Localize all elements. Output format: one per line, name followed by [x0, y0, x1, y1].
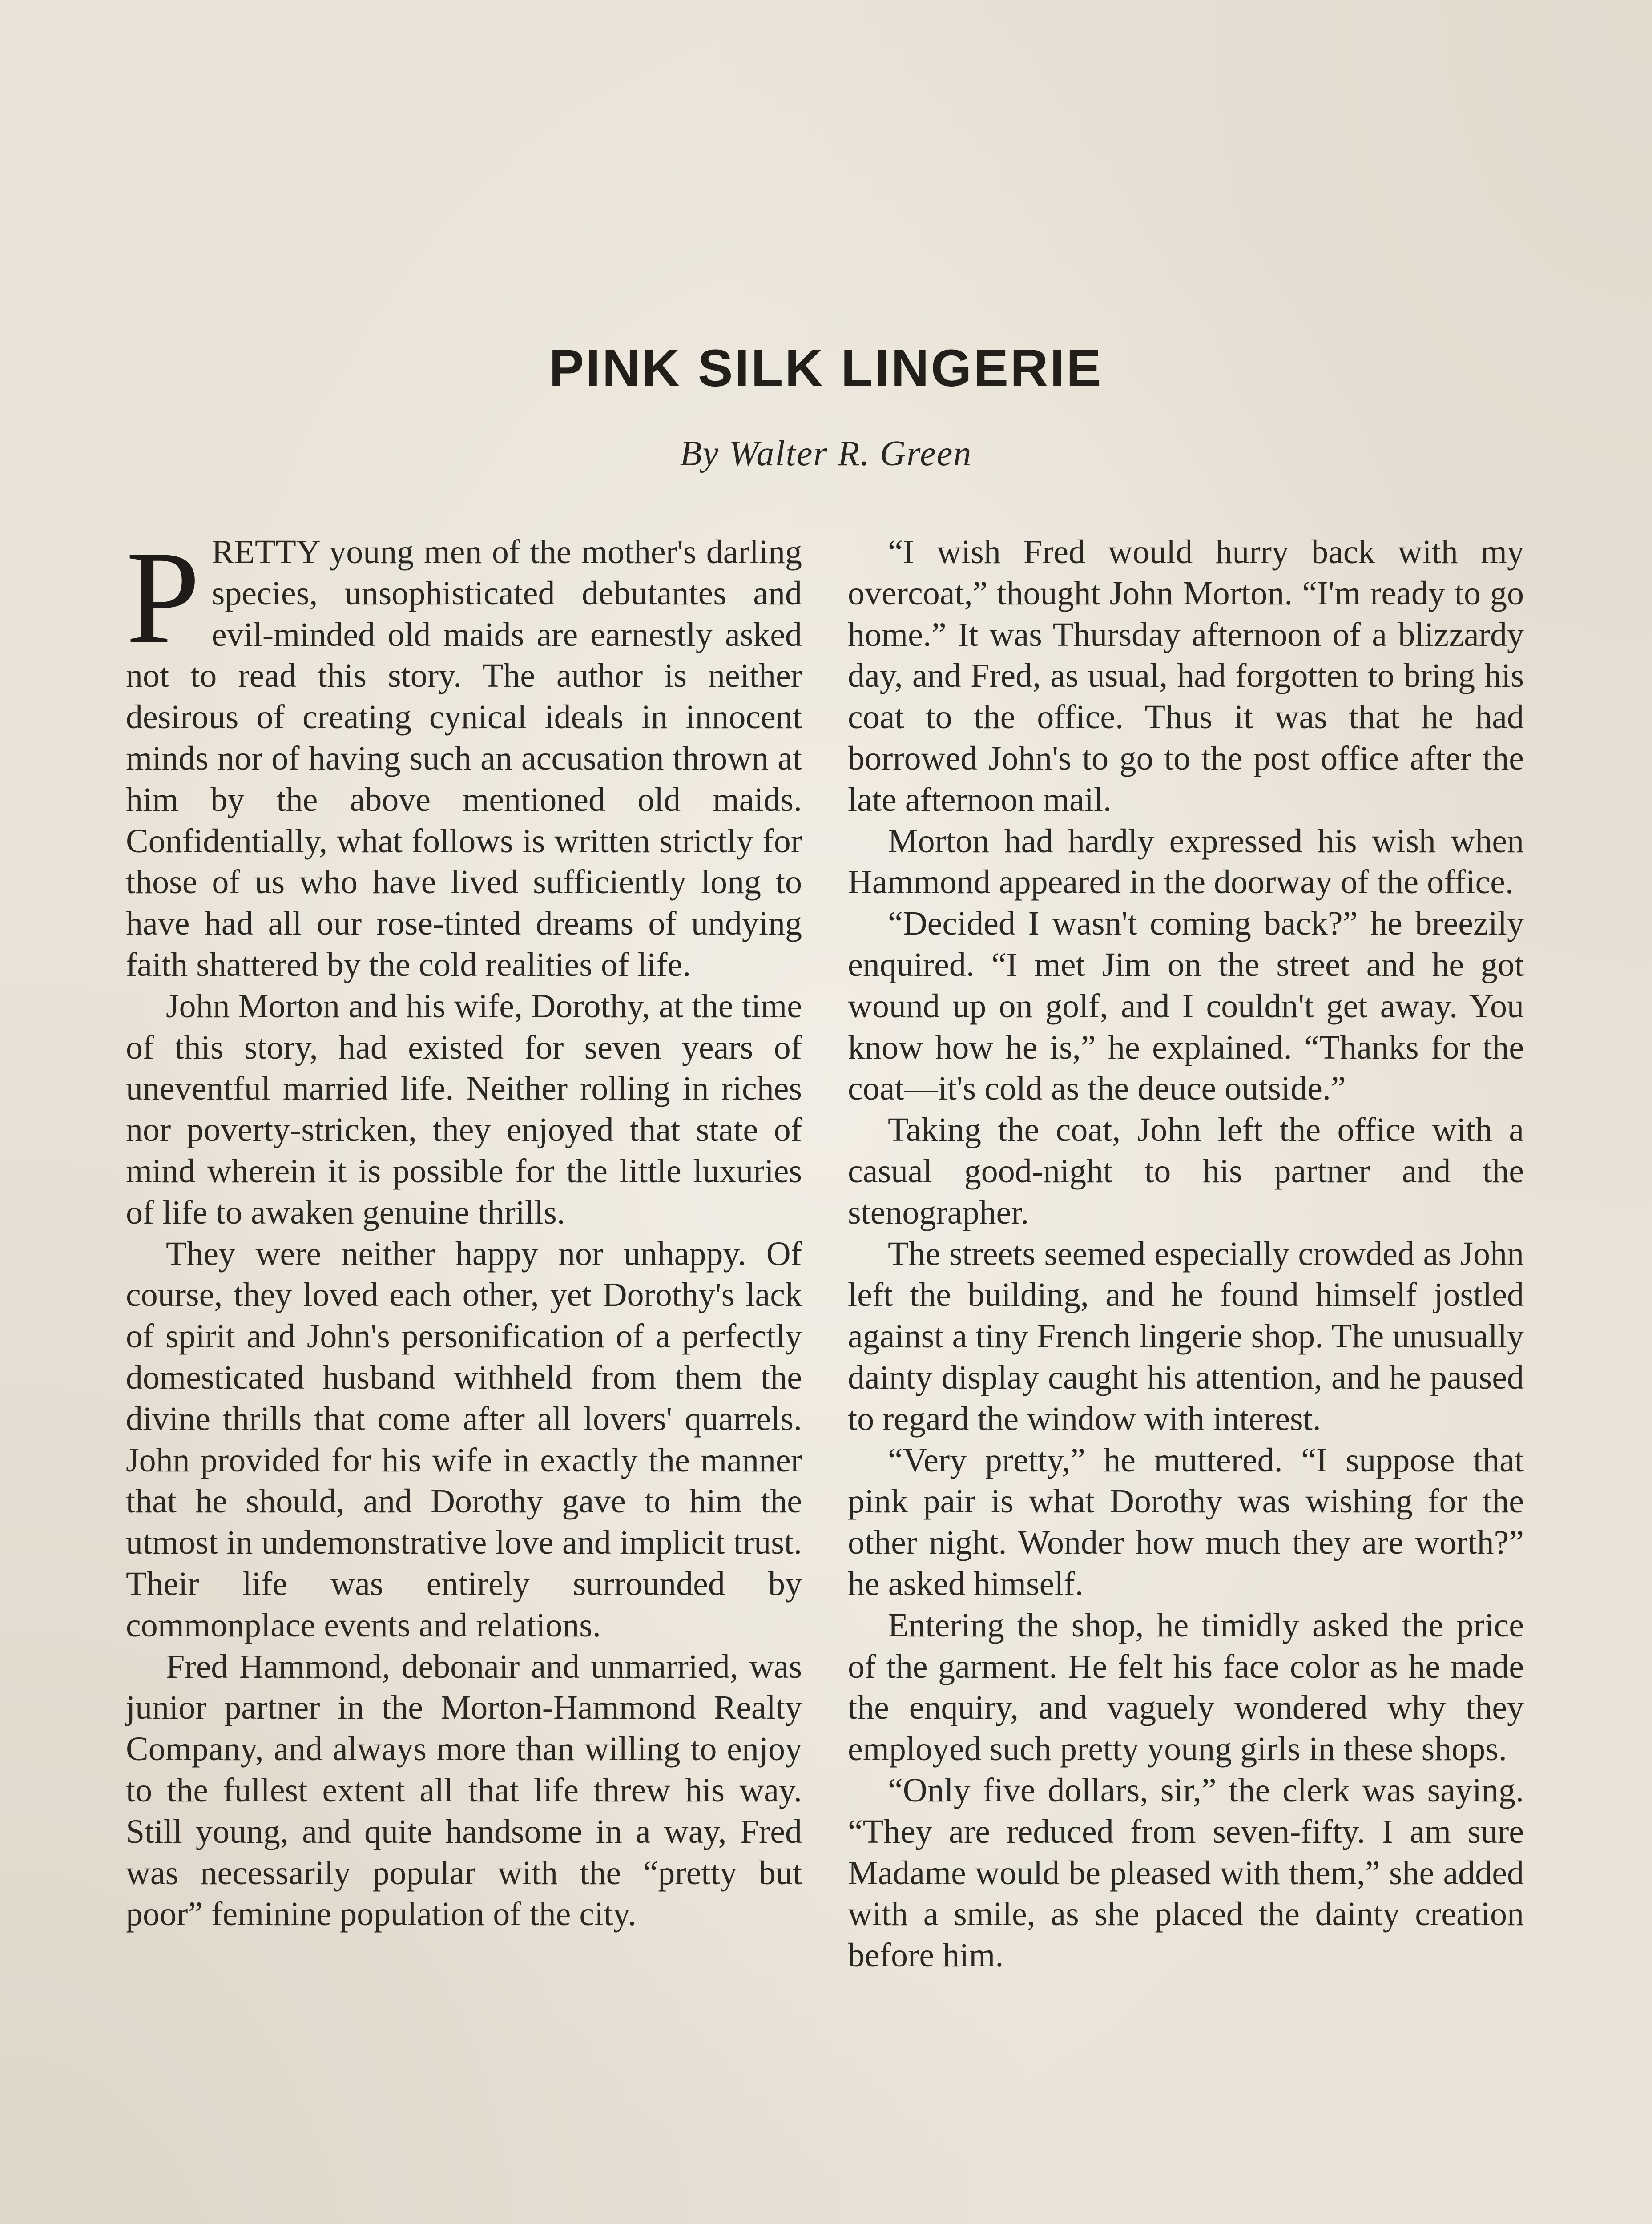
paragraph-3: They were neither happy nor unhappy. Of course, they loved each other, yet Dorothy's lack of spirit and John's personification of a perfectly domesticated husband withheld from them the divine thrills that come after all lovers' quarrels. John provided for his wife in exactly the manner that he should, and Dorothy gave to him the utmost in undemonstrative love and implicit trust. Their life was entirely surrounded by commonplace events and relations. [126, 1235, 802, 1644]
story-byline: By Walter R. Green [680, 434, 972, 473]
paragraph-6: Morton had hardly expressed his wish when Hammond appeared in the doorway of the office. [848, 822, 1524, 901]
paragraph-7: “Decided I wasn't coming back?” he breezily enquired. “I met Jim on the street and he got wound up on golf, and I couldn't get away. You know how he is,” he explained. “Thanks for the coat—it's cold as the deuce outside.” [848, 905, 1524, 1108]
paragraph-2: John Morton and his wife, Dorothy, at the time of this story, had existed for seven years of uneventful married life. Neither rolling in riches nor poverty-stricken, they enjoyed that state of mind wherein it is possible for the little luxuries of life to awaken genuine thrills. [126, 987, 802, 1231]
paragraph-11: Entering the shop, he timidly asked the price of the garment. He felt his face color as he made the enquiry, and vaguely wondered why they employed such pretty young girls in these shops. [848, 1606, 1524, 1768]
paragraph-4: Fred Hammond, debonair and unmarried, was junior partner in the Morton-Hammond Realty Company, and always more than willing to enjoy to the fullest extent all that life threw his way. Still young, and quite handsome in a way, Fred was necessarily popular with the “pretty but poor” feminine population of the city. [126, 1648, 802, 1933]
story-title: PINK SILK LINGERIE [549, 339, 1103, 398]
paragraph-1-text: RETTY young men of the mother's darling species, unsophisticated debutantes and evil-minded old maids are earnestly asked not to read this story. The author is neither desirous of creating cynical ideals in innocent minds nor of having such an accusation thrown at him by the above mentioned old maids. Confidentially, what follows is written strictly for those of us who have lived sufficiently long to have had all our rose-tinted dreams of undying faith shattered by the cold realities of life. [126, 533, 802, 983]
drop-cap: P [126, 524, 200, 671]
paragraph-8: Taking the coat, John left the office with a casual good-night to his partner and the stenographer. [848, 1111, 1524, 1231]
paragraph-10: “Very pretty,” he muttered. “I suppose that pink pair is what Dorothy was wishing for the other night. Wonder how much they are worth?” he asked himself. [848, 1441, 1524, 1603]
paragraph-12: “Only five dollars, sir,” the clerk was saying. “They are reduced from seven-fifty. I am sure Madame would be pleased with them,” she added with a smile, as she placed the dainty creation before him. [848, 1771, 1524, 1974]
paragraph-5: “I wish Fred would hurry back with my overcoat,” thought John Morton. “I'm ready to go home.” It was Thursday afternoon of a blizzardy day, and Fred, as usual, had forgotten to bring his coat to the office. Thus it was that he had borrowed John's to go to the post office after the late afternoon mail. [848, 533, 1524, 818]
paragraph-9: The streets seemed especially crowded as John left the building, and he found himself jostled against a tiny French lingerie shop. The unusually dainty display caught his attention, and he paused to regard the window with interest. [848, 1235, 1524, 1438]
left-column [126, 524, 802, 1935]
right-column [848, 532, 1524, 1976]
paragraph-1 [126, 524, 802, 986]
